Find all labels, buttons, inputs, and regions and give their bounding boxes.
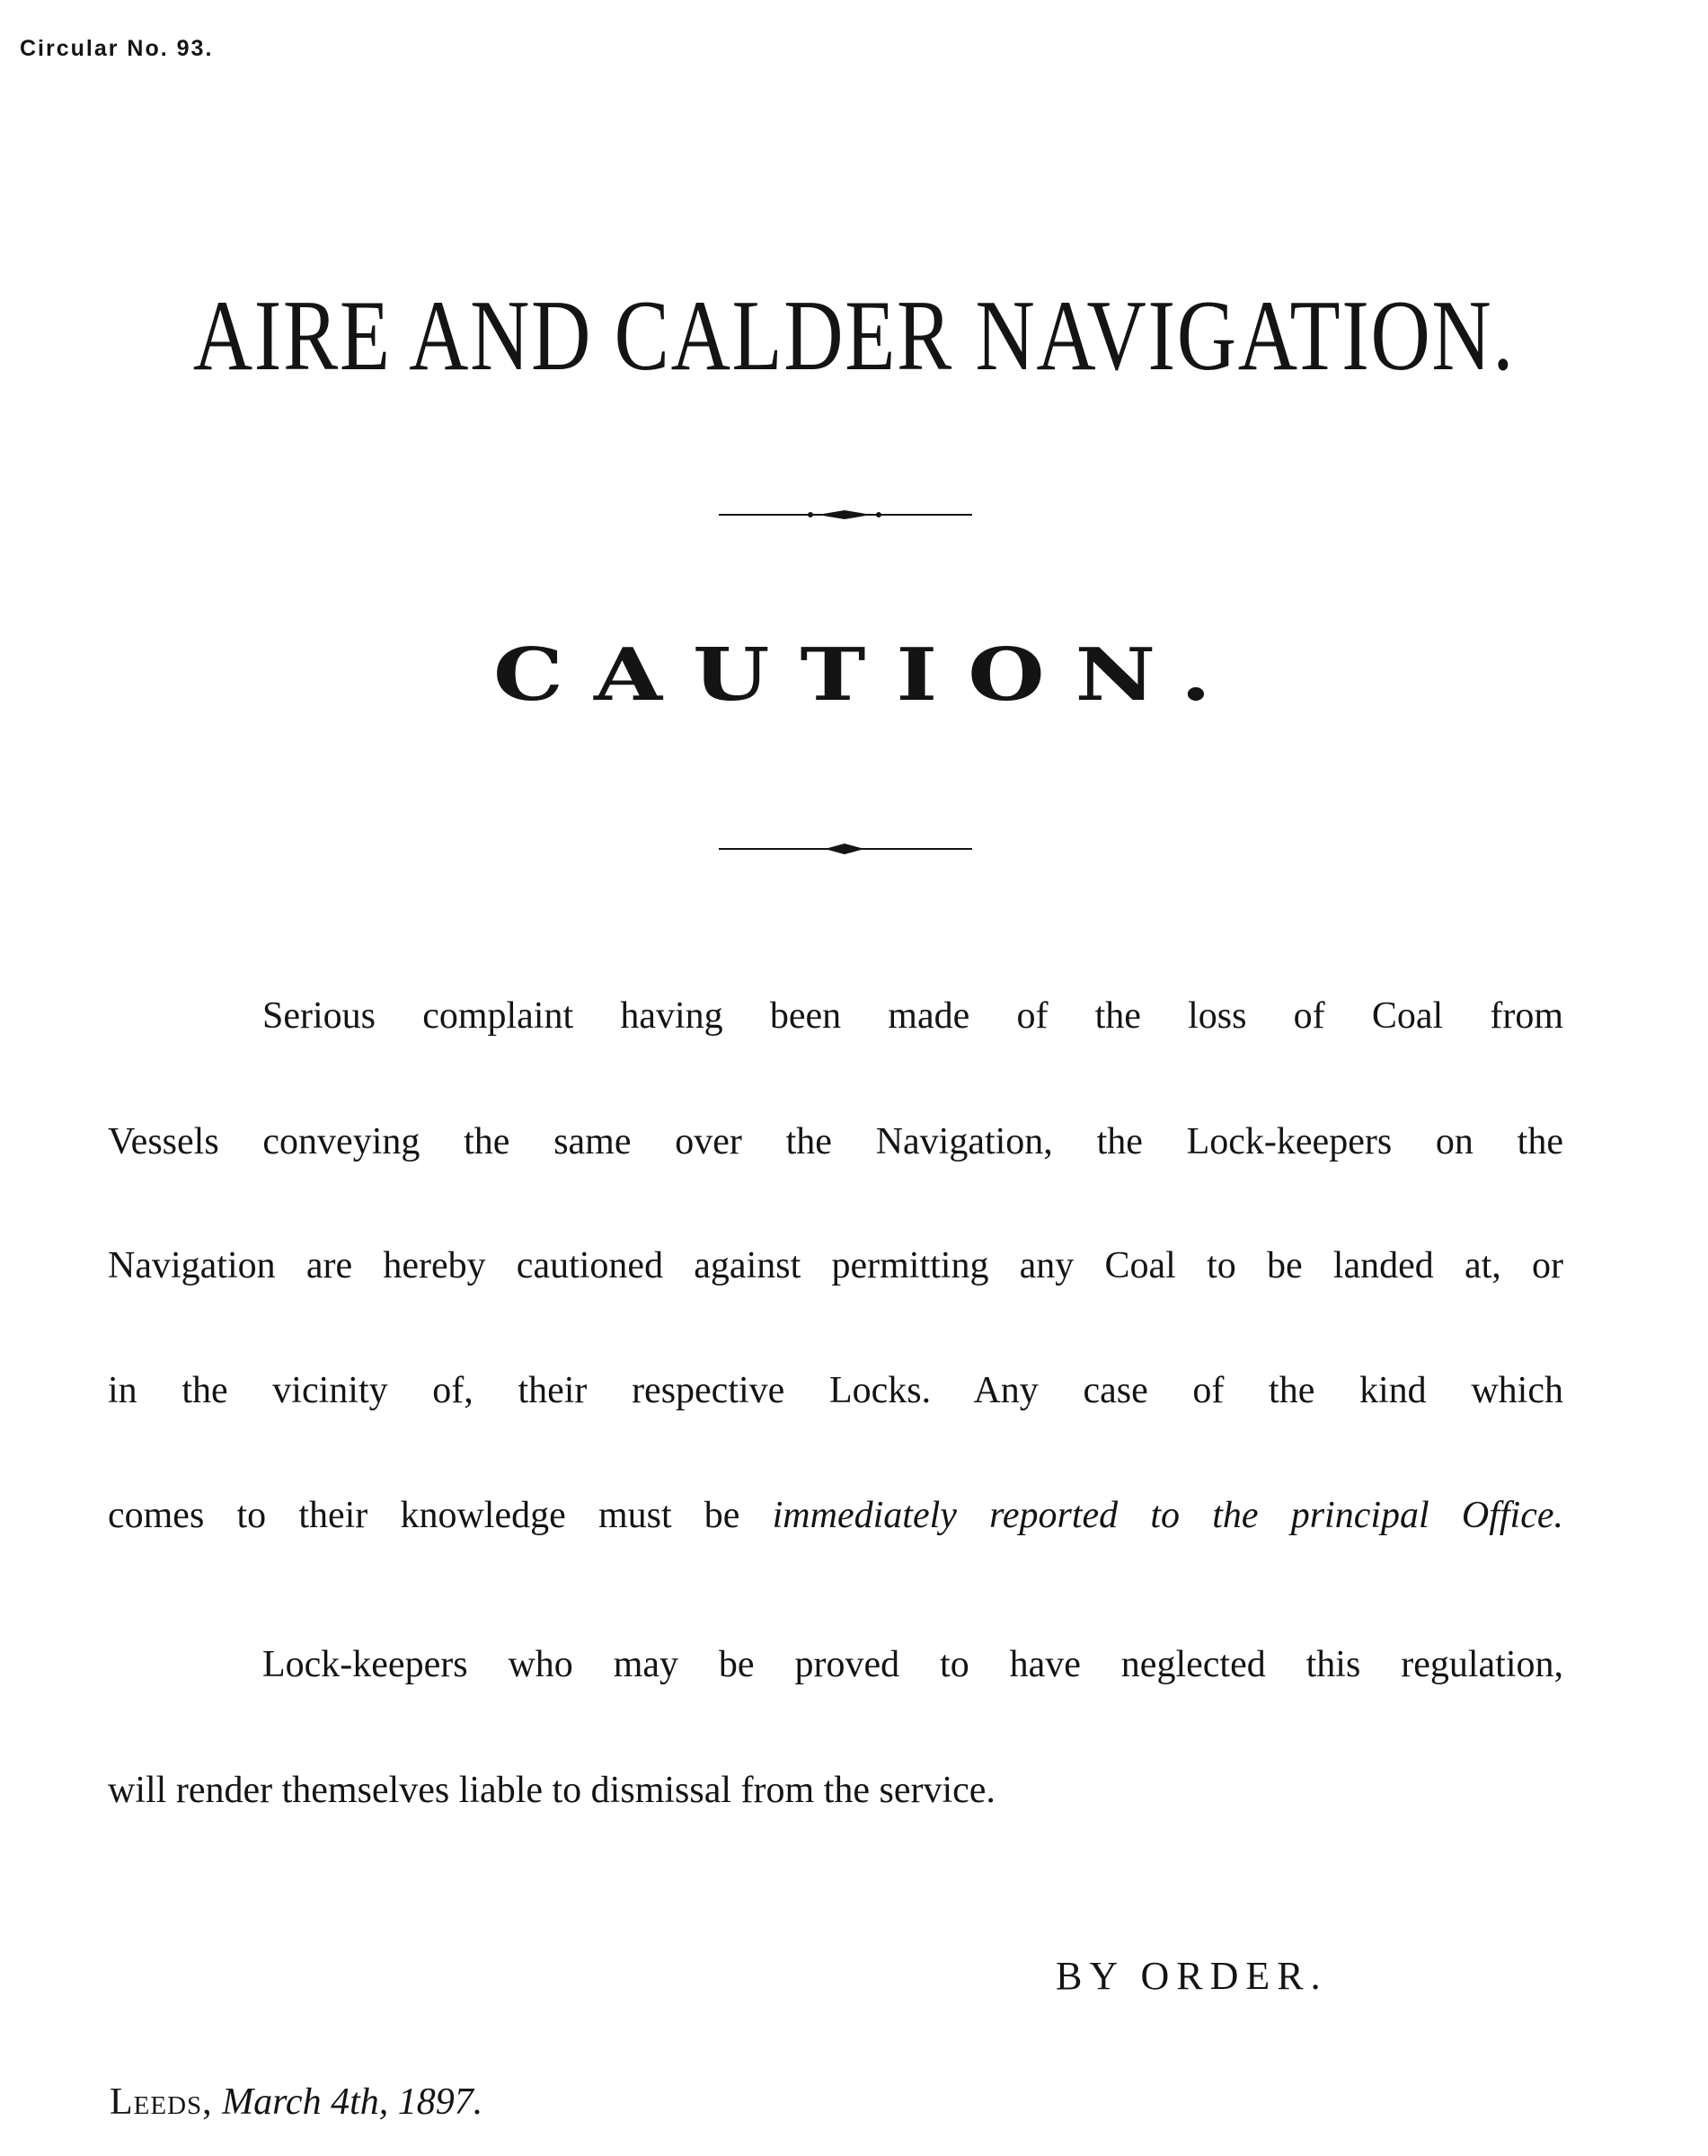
divider-ornament-top (719, 506, 972, 524)
paragraph1-line5 (108, 1497, 1563, 1534)
paragraph1-line3: Navigation are hereby cautioned against permitting any Coal to be landed at, or (108, 1245, 1563, 1286)
paragraph1-line5-italic: immediately reported to the principal Office. (772, 1495, 1563, 1536)
paragraph1-line1: Serious complaint having been made of the loss of Coal from (262, 995, 1563, 1037)
paragraph2-line1: Lock-keepers who may be proved to have neglected this regulation, (262, 1644, 1563, 1685)
paragraph1-line2: Vessels conveying the same over the Navigation, the Lock-keepers on the (108, 1121, 1563, 1162)
paragraph2-line2: will render themselves liable to dismissal from the service. (108, 1770, 996, 1811)
circular-number: Circular No. 93. (20, 36, 214, 61)
paragraph1-line5-plain: comes to their knowledge must be (108, 1495, 740, 1536)
dateline-date: March 4th, 1897. (222, 2081, 483, 2123)
dateline-place: Leeds, (110, 2081, 213, 2123)
dateline (110, 2081, 482, 2124)
divider-ornament-bottom (719, 840, 972, 858)
signoff-by-order: BY ORDER. (1056, 1954, 1328, 1998)
caution-heading: CAUTION. (492, 632, 1243, 718)
notice-title: AIRE AND CALDER NAVIGATION. (192, 280, 1515, 392)
paragraph1-line4: in the vicinity of, their respective Locks. Any case of the kind which (108, 1370, 1563, 1411)
